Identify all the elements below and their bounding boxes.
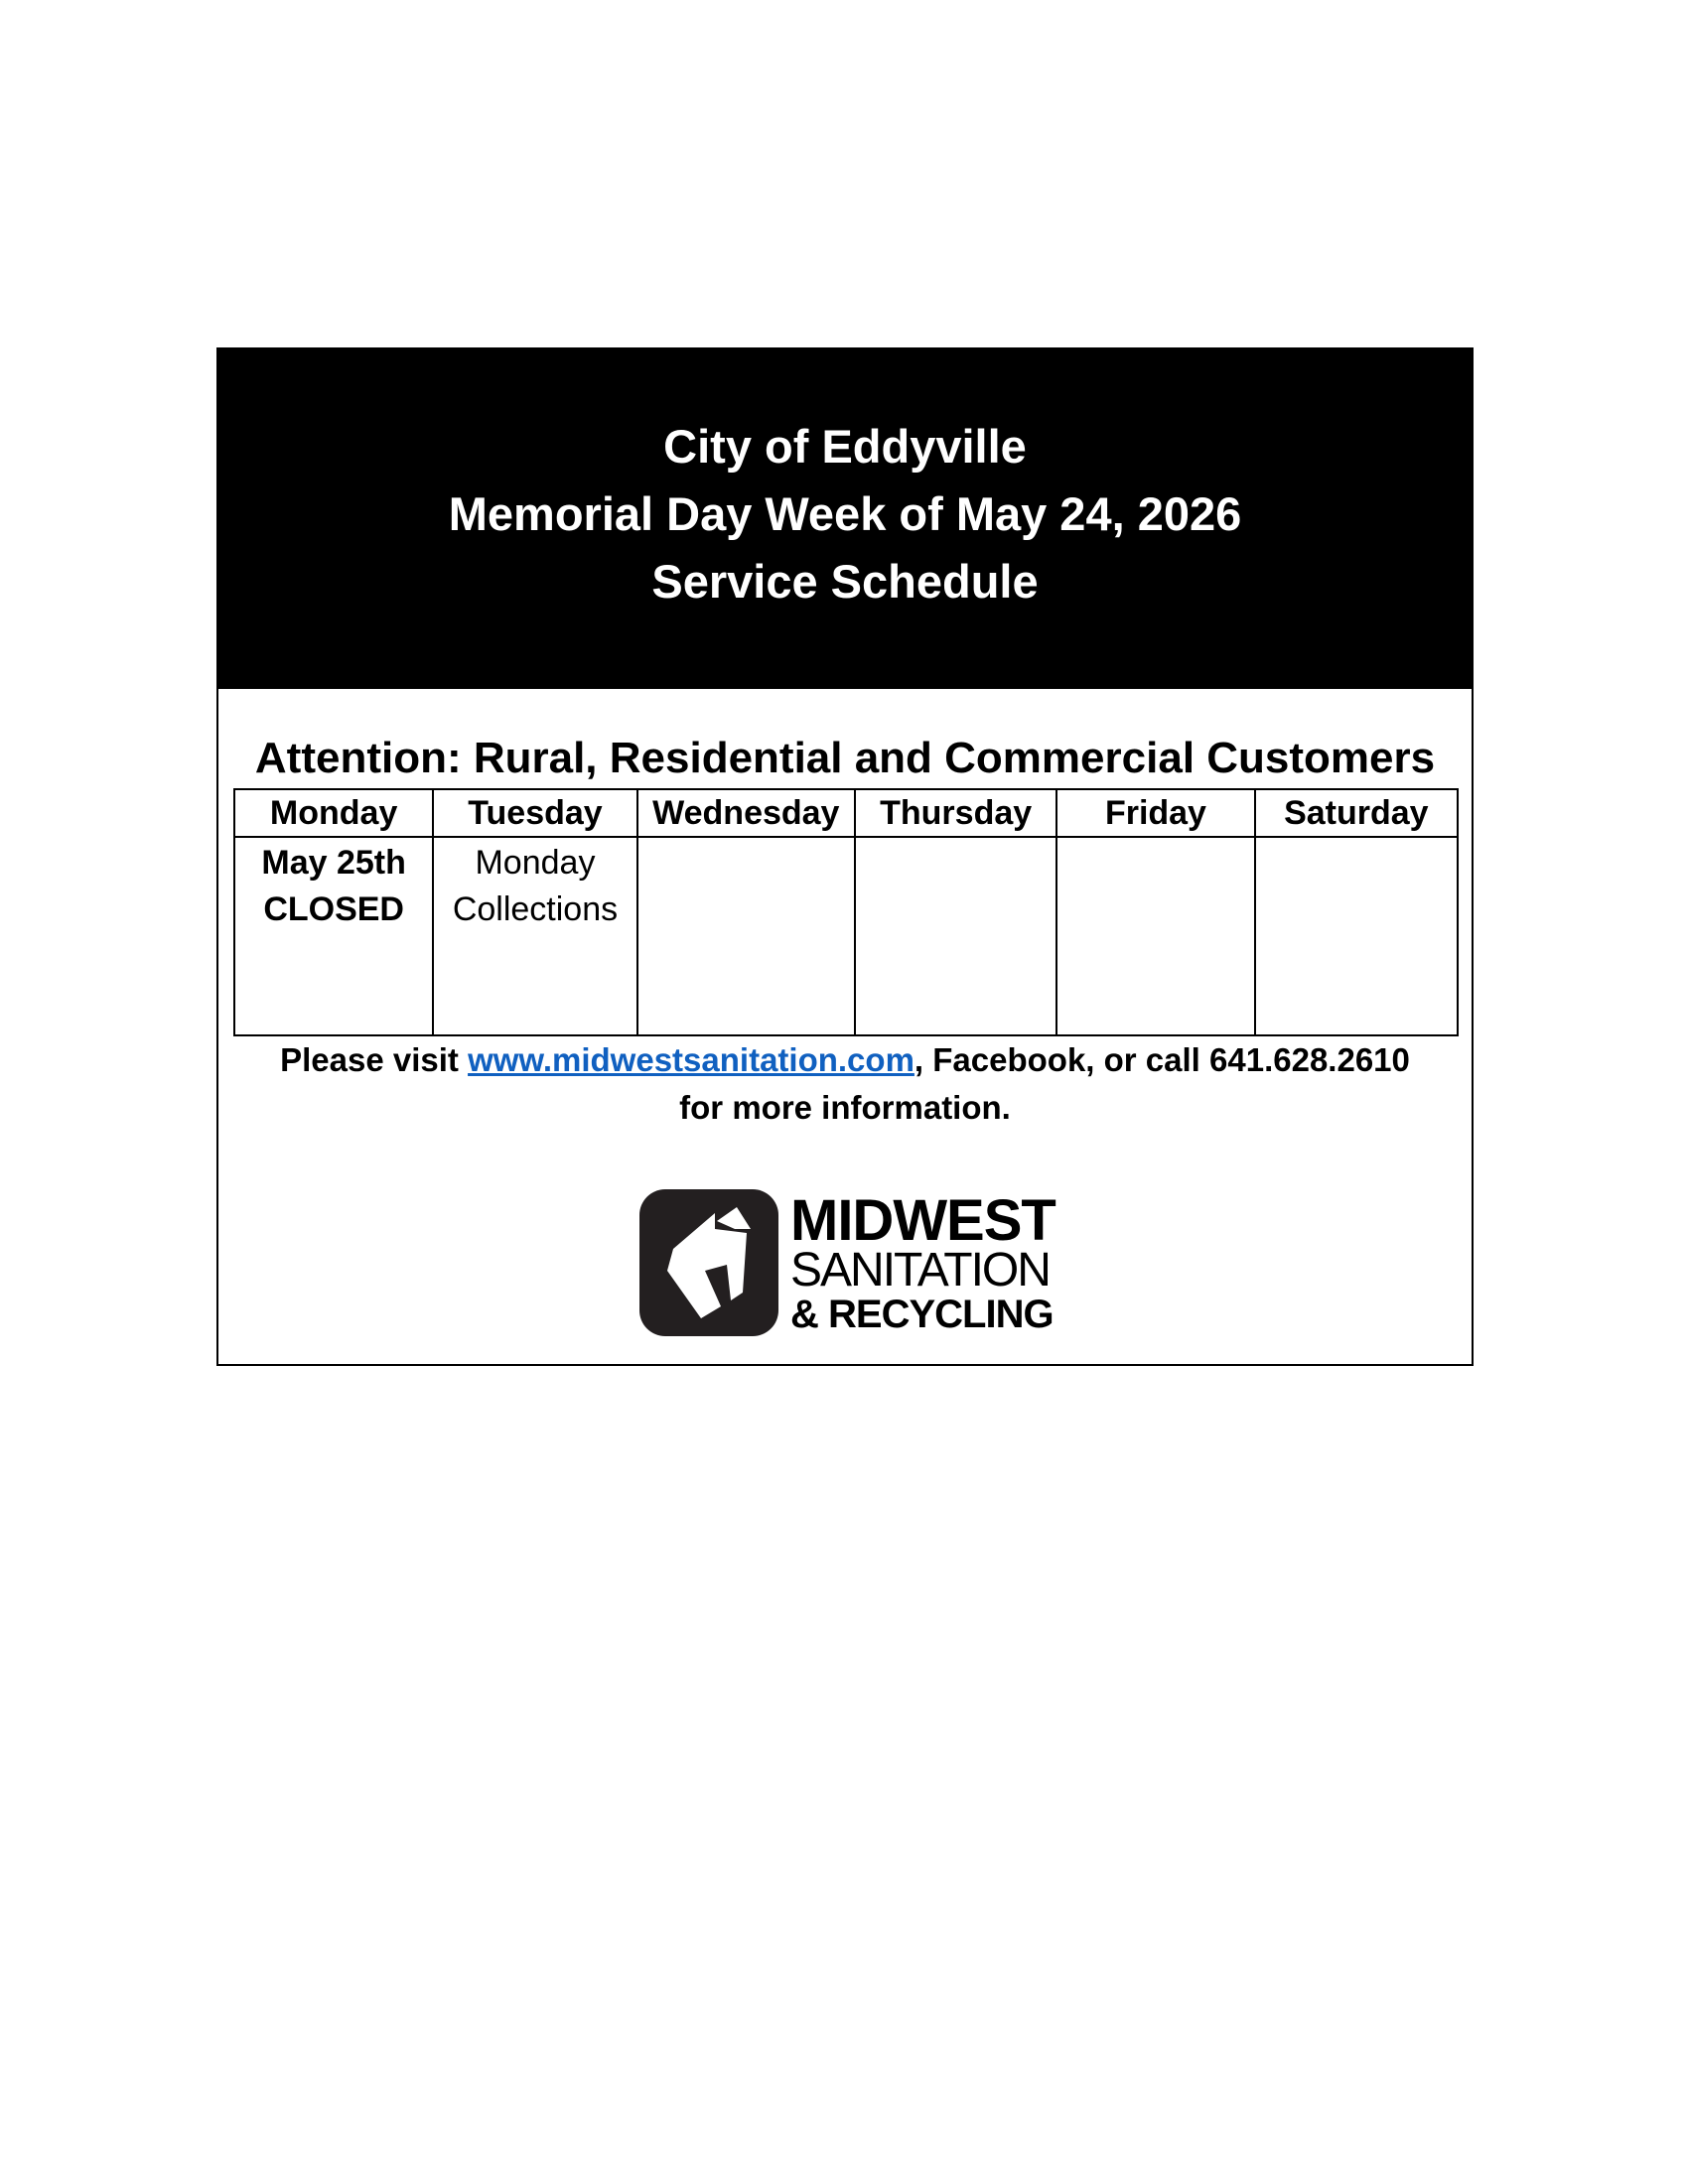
cell-friday — [1056, 837, 1254, 1035]
banner-week: Memorial Day Week of May 24, 2026 — [448, 487, 1242, 540]
cell-monday — [234, 837, 433, 1035]
header-banner — [218, 349, 1472, 689]
website-link[interactable]: www.midwestsanitation.com — [468, 1041, 914, 1078]
logo-wordmark — [790, 1189, 1058, 1336]
cell-tuesday — [433, 837, 636, 1035]
contact-line-2: for more information. — [679, 1089, 1011, 1126]
cell-tuesday-line1: Monday — [475, 844, 596, 882]
header-friday: Friday — [1056, 789, 1254, 837]
header-monday: Monday — [234, 789, 433, 837]
service-notice — [216, 347, 1474, 1366]
contact-prefix: Please visit — [280, 1041, 469, 1078]
company-logo — [639, 1189, 1056, 1338]
banner-title: Service Schedule — [651, 555, 1039, 608]
schedule-header-row — [234, 789, 1458, 837]
header-tuesday: Tuesday — [433, 789, 636, 837]
header-saturday: Saturday — [1255, 789, 1458, 837]
header-wednesday: Wednesday — [637, 789, 855, 837]
cell-monday-status: CLOSED — [263, 890, 404, 928]
logo-line-2: SANITATION — [790, 1244, 1050, 1297]
logo-line-1: MIDWEST — [790, 1188, 1055, 1253]
logo-arrow-icon — [639, 1189, 778, 1336]
logo-line-3: & RECYCLING — [790, 1293, 1054, 1336]
schedule-row — [234, 837, 1458, 1035]
contact-line-1 — [218, 1036, 1472, 1084]
contact-suffix: , Facebook, or call 641.628.2610 — [914, 1041, 1410, 1078]
cell-tuesday-line2: Collections — [452, 890, 619, 928]
cell-saturday — [1255, 837, 1458, 1035]
schedule-table — [233, 788, 1459, 1036]
cell-thursday — [855, 837, 1056, 1035]
banner-city: City of Eddyville — [663, 420, 1027, 473]
cell-monday-date: May 25th — [261, 844, 406, 882]
cell-wednesday — [637, 837, 855, 1035]
contact-info — [218, 1036, 1472, 1132]
header-thursday: Thursday — [855, 789, 1056, 837]
attention-heading: Attention: Rural, Residential and Commercial Customers — [254, 734, 1436, 782]
